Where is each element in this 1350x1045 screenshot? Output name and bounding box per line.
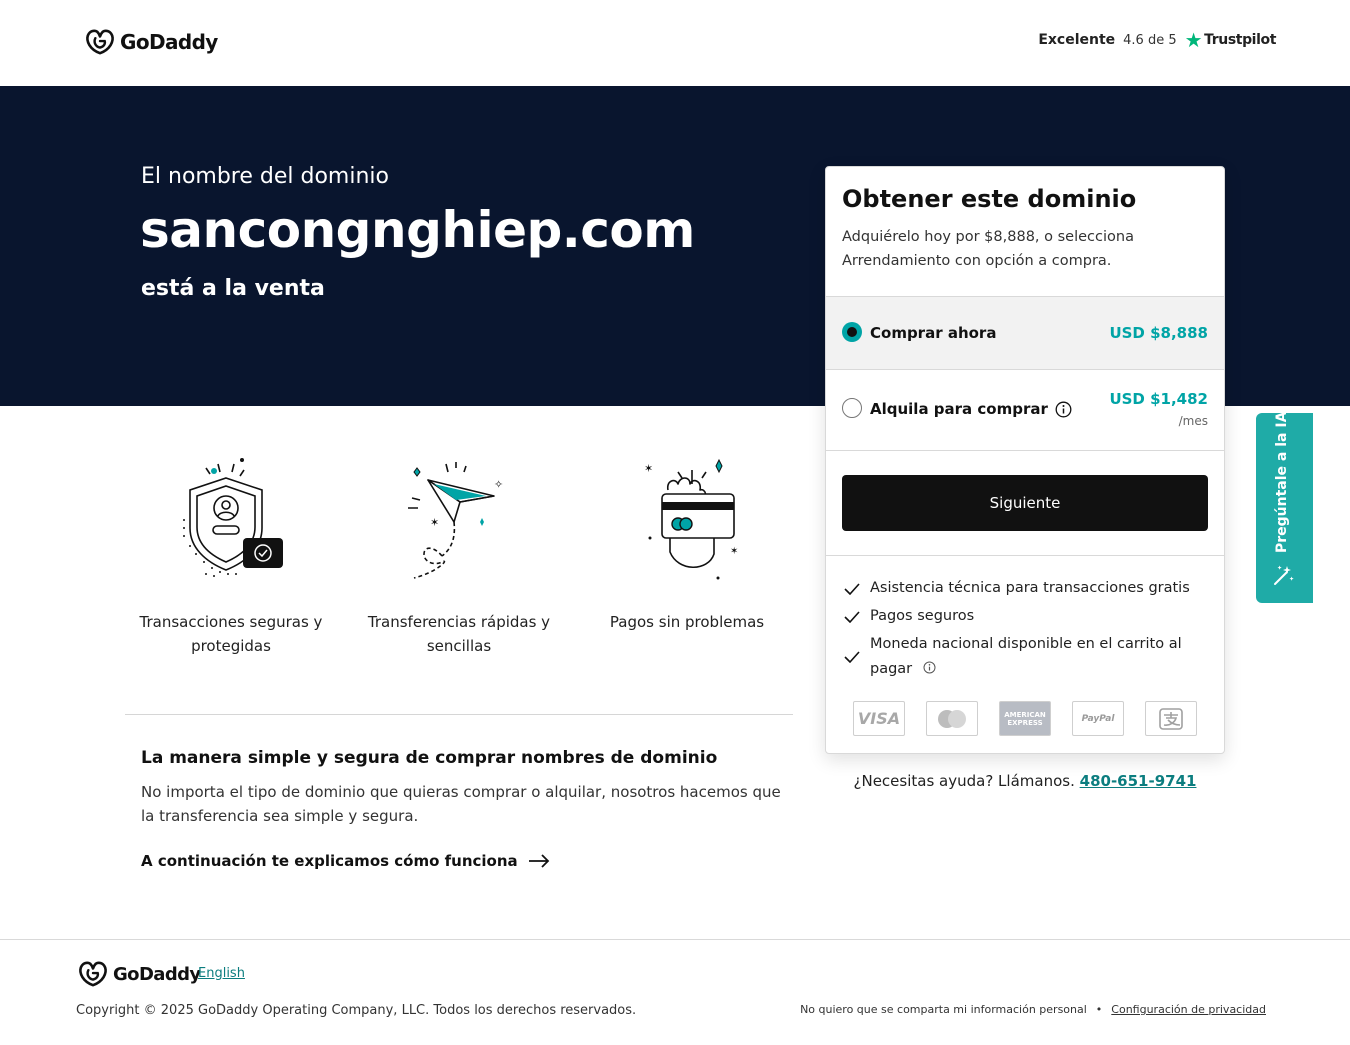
ask-ai-tab[interactable] [1256,413,1313,603]
benefit-text: Asistencia técnica para transacciones gratis [870,580,1190,596]
info-icon[interactable] [1055,401,1072,418]
how-it-works-section [141,748,781,870]
footer [0,939,1350,1045]
godaddy-mark-icon [77,960,109,988]
hero-pre-title: El nombre del dominio [141,164,389,189]
separator-dot: • [1095,1003,1103,1016]
help-text: ¿Necesitas ayuda? Llámanos. [853,772,1075,790]
feature-payments [587,450,787,634]
benefit-text: Moneda nacional disponible en el carrito al pagar [870,636,1182,677]
svg-text:✶: ✶ [430,516,440,529]
benefit-text-wrap [870,632,1190,682]
rating-label: Excelente [1038,32,1116,48]
phone-link[interactable]: 480-651-9741 [1079,772,1197,790]
svg-text:✧: ✧ [494,478,504,491]
alipay-icon [1145,701,1197,736]
language-link[interactable]: English [198,966,245,981]
trustpilot-logo [1185,30,1276,50]
radio-buy-now[interactable] [842,322,862,342]
feature-label: Transferencias rápidas y sencillas [367,613,551,655]
copyright: Copyright © 2025 GoDaddy Operating Company, LLC. Todos los derechos reservados. [76,1003,637,1018]
footer-godaddy-logo[interactable] [77,960,201,988]
alipay-logo-icon [1159,708,1183,730]
logo-text: GoDaddy [120,30,218,54]
star-icon: ★ [1184,28,1203,52]
benefit-item [844,576,1208,601]
amex-icon: AMERICAN EXPRESS [999,701,1051,736]
paypal-icon: PayPal [1072,701,1124,736]
paper-plane-icon [394,450,524,580]
visa-icon: VISA [853,701,905,736]
card-title: Obtener este dominio [842,185,1137,213]
mastercard-logo-icon [935,708,969,730]
legal-links [800,1003,1266,1016]
ask-ai-label: Pregúntale a la IA [1274,411,1290,553]
trustpilot-rating[interactable] [1038,30,1276,50]
info-icon[interactable] [923,661,936,674]
option-lease-to-own[interactable] [826,369,1224,450]
privacy-settings-link[interactable]: Configuración de privacidad [1111,1003,1266,1016]
how-it-works-title: La manera simple y segura de comprar nombres de dominio [141,748,718,768]
magic-wand-icon [1272,563,1296,587]
benefit-item [844,604,1208,629]
check-icon [844,583,860,595]
card-hand-icon [622,450,752,580]
no-share-link[interactable]: No quiero que se comparta mi información personal [800,1003,1087,1016]
section-divider [125,714,793,715]
shield-user-icon [166,450,296,580]
option-price-period: /mes [1178,414,1208,428]
how-it-works-body: No importa el tipo de dominio que quieras comprar o alquilar, nosotros hacemos que la transferencia sea simple y segura. [141,783,781,825]
feature-secure [131,450,331,658]
purchase-card [825,166,1225,754]
benefit-text: Pagos seguros [870,608,975,624]
godaddy-mark-icon [84,28,116,56]
trustpilot-label: Trustpilot [1204,32,1276,48]
rating-score: 4.6 de 5 [1123,32,1177,48]
payment-methods [853,701,1197,736]
next-button-wrap [826,450,1224,555]
feature-fast [359,450,559,658]
option-label-wrap [870,400,1072,418]
mastercard-icon [926,701,978,736]
option-label: Alquila para comprar [870,400,1048,418]
check-icon [844,651,860,663]
footer-logo-text: GoDaddy [113,963,201,985]
feature-label: Pagos sin problemas [609,613,765,631]
how-it-works-link-label: A continuación te explicamos cómo funciona [141,852,518,870]
next-button[interactable]: Siguiente [842,475,1208,531]
domain-name: sancongnghiep.com [140,201,695,259]
godaddy-logo[interactable] [84,28,218,56]
option-price: USD $1,482 [1109,390,1208,408]
help-line [825,772,1225,790]
benefits-list [826,555,1224,685]
option-buy-now[interactable] [826,296,1224,369]
radio-lease-to-own[interactable] [842,398,862,418]
card-description: Adquiérelo hoy por $8,888, o selecciona Arrendamiento con opción a compra. [842,229,1134,269]
feature-label: Transacciones seguras y protegidas [139,613,323,655]
option-label: Comprar ahora [870,324,997,342]
check-icon [844,611,860,623]
svg-text:✶: ✶ [644,462,654,475]
svg-text:✶: ✶ [730,546,739,557]
top-bar [0,0,1350,86]
how-it-works-link[interactable] [141,852,781,870]
hero-post-title: está a la venta [141,276,325,301]
option-price: USD $8,888 [1109,324,1208,342]
arrow-right-icon [528,854,550,868]
benefit-item [844,632,1208,682]
